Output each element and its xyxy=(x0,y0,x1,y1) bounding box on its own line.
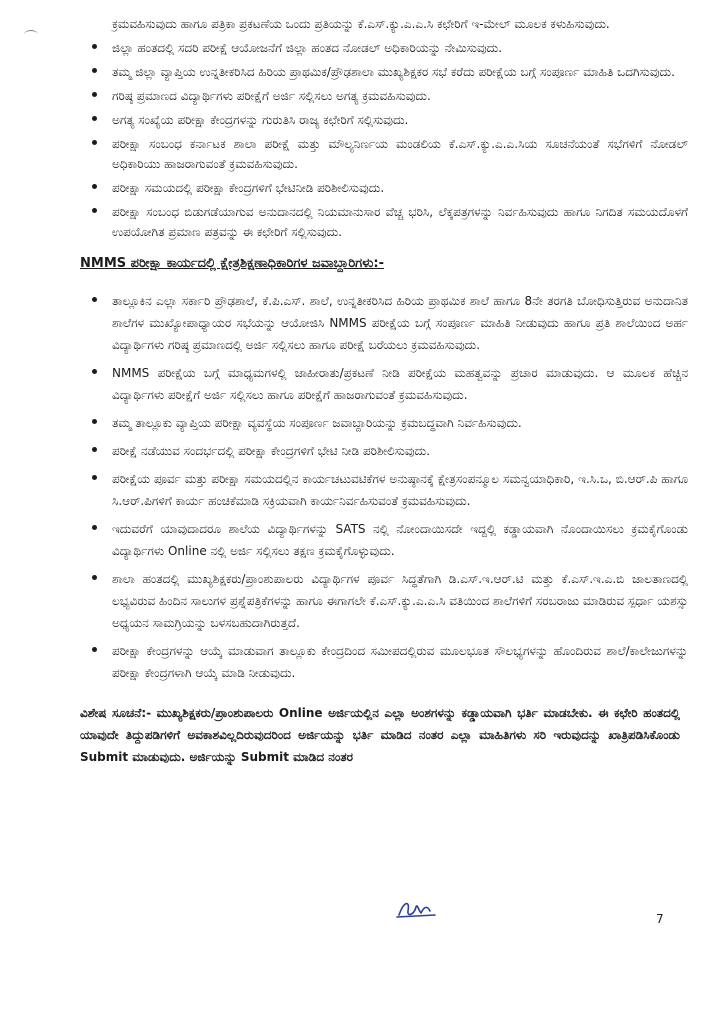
list-item xyxy=(88,412,688,434)
special-note-text: ಮುಖ್ಯಶಿಕ್ಷಕರು/ಪ್ರಾಂಶುಪಾಲರು Online ಅರ್ಜಿಯಲ್ಲಿನ ಎಲ್ಲಾ ಅಂಶಗಳನ್ನು ಕಡ್ಡಾಯವಾಗಿ ಭರ್ತಿ ಮಾಡಬೇಕು. ಈ ಕಛೇರಿ ಹಂತದಲ್ಲಿ ಯಾವುದೇ ತಿದ್ದುಪಡಿಗಳಿಗೆ ಅವಕಾಶವಿಲ್ಲದಿರುವುದರಿಂದ ಅರ್ಜಿಯನ್ನು ಭರ್ತಿ ಮಾಡಿದ ನಂತರ ಎಲ್ಲಾ ಮಾಹಿತಿಗಳು ಸರಿ ಇರುವುದನ್ನು ಖಾತ್ರಿಪಡಿಸಿಕೊಂಡು Submit ಮಾಡುವುದು. ಅರ್ಜಿಯನ್ನು Submit ಮಾಡಿದ ನಂತರ xyxy=(80,706,680,764)
page-content xyxy=(80,14,689,768)
list-item xyxy=(88,290,688,356)
list-item xyxy=(88,110,688,130)
beo-duties-list xyxy=(88,290,688,684)
list-item xyxy=(88,468,688,512)
list-item xyxy=(88,440,688,462)
list-item-text: ತಾಲ್ಲೂಕಿನ ಎಲ್ಲಾ ಸರ್ಕಾರಿ ಪ್ರೌಢಶಾಲೆ, ಕೆ.ಪಿ.ಎಸ್. ಶಾಲೆ, ಉನ್ನತೀಕರಿಸಿದ ಹಿರಿಯ ಪ್ರಾಥಮಿಕ ಶಾಲೆ ಹಾಗೂ 8ನೇ ತರಗತಿ ಬೋಧಿಸುತ್ತಿರುವ ಅನುದಾನಿತ ಶಾಲೆಗಳ ಮುಖ್ಯೋಪಾಧ್ಯಾಯರ ಸಭೆಯನ್ನು ಆಯೋಜಿಸಿ NMMS ಪರೀಕ್ಷೆಯ ಬಗ್ಗೆ ಸಂಪೂರ್ಣ ಮಾಹಿತಿ ನೀಡುವುದು ಹಾಗೂ ಪ್ರತಿ ಶಾಲೆಯಿಂದ ಅರ್ಹ ವಿದ್ಯಾರ್ಥಿಗಳು ಗರಿಷ್ಠ ಪ್ರಮಾಣದಲ್ಲಿ ಅರ್ಜಿ ಸಲ್ಲಿಸಲು ಹಾಗೂ ಪರೀಕ್ಷೆ ಬರೆಯಲು ಕ್ರಮವಹಿಸುವುದು. xyxy=(112,294,688,352)
list-item xyxy=(88,518,688,562)
list-item xyxy=(88,38,688,58)
bullet-icon xyxy=(92,92,97,97)
list-item-text: ಅಗತ್ಯ ಸಂಖ್ಯೆಯ ಪರೀಕ್ಷಾ ಕೇಂದ್ರಗಳನ್ನು ಗುರುತಿಸಿ ರಾಜ್ಯ ಕಛೇರಿಗೆ ಸಲ್ಲಿಸುವುದು. xyxy=(112,113,409,127)
continued-paragraph: ಕ್ರಮವಹಿಸುವುದು ಹಾಗೂ ಪತ್ರಿಕಾ ಪ್ರಕಟಣೆಯ ಒಂದು ಪ್ರತಿಯನ್ನು ಕೆ.ಎಸ್.ಕ್ಯು.ಎ.ಎ.ಸಿ ಕಛೇರಿಗೆ ಇ-ಮೇಲ್ ಮೂಲಕ ಕಳುಹಿಸುವುದು. xyxy=(112,17,610,31)
bullet-icon xyxy=(92,44,97,49)
bullet-icon xyxy=(92,647,97,652)
list-item-text: ತಮ್ಮ ತಾಲ್ಲೂಕು ವ್ಯಾಪ್ತಿಯ ಪರೀಕ್ಷಾ ವ್ಯವಸ್ಥೆಯ ಸಂಪೂರ್ಣ ಜವಾಬ್ದಾರಿಯನ್ನು ಕ್ರಮಬದ್ಧವಾಗಿ ನಿರ್ವಹಿಸುವುದು. xyxy=(112,416,522,430)
bullet-icon xyxy=(92,419,97,424)
list-item xyxy=(88,640,688,684)
list-item xyxy=(88,362,688,406)
list-item xyxy=(88,568,688,634)
bullet-icon xyxy=(92,475,97,480)
bullet-icon xyxy=(92,297,97,302)
list-item-text: ಪರೀಕ್ಷಾ ಸಮಯದಲ್ಲಿ ಪರೀಕ್ಷಾ ಕೇಂದ್ರಗಳಿಗೆ ಭೇಟಿನೀಡಿ ಪರಿಶೀಲಿಸುವುದು. xyxy=(112,181,385,195)
bullet-icon xyxy=(92,184,97,189)
list-item xyxy=(88,62,688,82)
bullet-icon xyxy=(92,447,97,452)
list-item-text: ತಮ್ಮ ಜಿಲ್ಲಾ ವ್ಯಾಪ್ತಿಯ ಉನ್ನತೀಕರಿಸಿದ ಹಿರಿಯ ಪ್ರಾಥಮಿಕ/ಪ್ರೌಢಶಾಲಾ ಮುಖ್ಯಶಿಕ್ಷಕರ ಸಭೆ ಕರೆದು ಪರೀಕ್ಷೆಯ ಬಗ್ಗೆ ಸಂಪೂರ್ಣ ಮಾಹಿತಿ ಒದಗಿಸುವುದು. xyxy=(112,65,675,79)
list-item-text: ಪರೀಕ್ಷಾ ಕೇಂದ್ರಗಳನ್ನು ಆಯ್ಕೆ ಮಾಡುವಾಗ ತಾಲ್ಲೂಕು ಕೇಂದ್ರದಿಂದ ಸಮೀಪದಲ್ಲಿರುವ ಮೂಲಭೂತ ಸೌಲಭ್ಯಗಳನ್ನು ಹೊಂದಿರುವ ಶಾಲೆ/ಕಾಲೇಜುಗಳನ್ನು ಪರೀಕ್ಷಾ ಕೇಂದ್ರಗಳಾಗಿ ಆಯ್ಕೆ ಮಾಡಿ ನೀಡುವುದು. xyxy=(112,644,688,680)
bullet-icon xyxy=(92,208,97,213)
list-item-text: ಪರೀಕ್ಷೆ ನಡೆಯುವ ಸಂದರ್ಭದಲ್ಲಿ ಪರೀಕ್ಷಾ ಕೇಂದ್ರಗಳಿಗೆ ಭೇಟಿ ನೀಡಿ ಪರಿಶೀಲಿಸುವುದು. xyxy=(112,444,431,458)
section-heading: NMMS ಪರೀಕ್ಷಾ ಕಾರ್ಯದಲ್ಲಿ ಕ್ಷೇತ್ರಶಿಕ್ಷಣಾಧಿಕಾರಿಗಳ ಜವಾಬ್ದಾರಿಗಳು:- xyxy=(80,256,385,271)
list-item xyxy=(88,86,688,106)
bullet-icon xyxy=(92,116,97,121)
scan-corner-mark xyxy=(24,30,38,39)
list-item-text: NMMS ಪರೀಕ್ಷೆಯ ಬಗ್ಗೆ ಮಾಧ್ಯಮಗಳಲ್ಲಿ ಜಾಹೀರಾತು/ಪ್ರಕಟಣೆ ನೀಡಿ ಪರೀಕ್ಷೆಯ ಮಹತ್ವವನ್ನು ಪ್ರಚಾರ ಮಾಡುವುದು. ಆ ಮೂಲಕ ಹೆಚ್ಚಿನ ವಿದ್ಯಾರ್ಥಿಗಳು ಪರೀಕ್ಷೆಗೆ ಅರ್ಜಿ ಸಲ್ಲಿಸಲು ಹಾಗೂ ಪರೀಕ್ಷೆಗೆ ಹಾಜರಾಗುವಂತೆ ಕ್ರಮವಹಿಸುವುದು. xyxy=(112,366,688,402)
bullet-icon xyxy=(92,525,97,530)
list-item-text: ಇದುವರೆಗೆ ಯಾವುದಾದರೂ ಶಾಲೆಯ ವಿದ್ಯಾರ್ಥಿಗಳನ್ನು SATS ನಲ್ಲಿ ನೋಂದಾಯಿಸದೇ ಇದ್ದಲ್ಲಿ ಕಡ್ಡಾಯವಾಗಿ ನೊಂದಾಯಿಸಲು ಕ್ರಮಕೈಗೊಂಡು ವಿದ್ಯಾರ್ಥಿಗಳು Online ನಲ್ಲಿ ಅರ್ಜಿ ಸಲ್ಲಿಸಲು ತಕ್ಷಣ ಕ್ರಮಕೈಗೊಳ್ಳುವುದು. xyxy=(112,522,688,558)
list-item-text: ಜಿಲ್ಲಾ ಹಂತದಲ್ಲಿ ಸದರಿ ಪರೀಕ್ಷೆ ಆಯೋಜನೆಗೆ ಜಿಲ್ಲಾ ಹಂತದ ನೋಡಲ್ ಅಧಿಕಾರಿಯನ್ನು ನೇಮಿಸುವುದು. xyxy=(112,41,503,55)
district-duties-list xyxy=(88,38,688,242)
bullet-icon xyxy=(92,140,97,145)
list-item-text: ಶಾಲಾ ಹಂತದಲ್ಲಿ ಮುಖ್ಯಶಿಕ್ಷಕರು/ಪ್ರಾಂಶುಪಾಲರು ವಿದ್ಯಾರ್ಥಿಗಳ ಪೂರ್ವ ಸಿದ್ಧತೆಗಾಗಿ ಡಿ.ಎಸ್.ಇ.ಆರ್.ಟಿ ಮತ್ತು ಕೆ.ಎಸ್.ಇ.ಎ.ಬಿ ಜಾಲತಾಣದಲ್ಲಿ ಲಭ್ಯವಿರುವ ಹಿಂದಿನ ಸಾಲುಗಳ ಪ್ರಶ್ನೆಪತ್ರಿಕೆಗಳನ್ನು ಹಾಗೂ ಈಗಾಗಲೇ ಕೆ.ಎಸ್.ಕ್ಯು.ಎ.ಎ.ಸಿ ವತಿಯಿಂದ ಶಾಲೆಗಳಿಗೆ ಸರಬರಾಜು ಮಾಡಿರುವ ಸ್ಪರ್ಧಾ ಯಶಸ್ಸು ಅಧ್ಯಯನ ಸಾಮಗ್ರಿಯನ್ನು ಬಳಸಬಹುದಾಗಿರುತ್ತದೆ. xyxy=(112,572,689,630)
list-item-text: ಪರೀಕ್ಷಾ ಸಂಬಂಧ ಕರ್ನಾಟಕ ಶಾಲಾ ಪರೀಕ್ಷೆ ಮತ್ತು ಮೌಲ್ಯನಿರ್ಣಯ ಮಂಡಲಿಯ ಕೆ.ಎಸ್.ಕ್ಯು.ಎ.ಎ.ಸಿಯ ಸೂಚನೆಯಂತೆ ಸಭೆಗಳಿಗೆ ನೋಡಲ್ ಅಧಿಕಾರಿಯು ಹಾಜರಾಗುವಂತೆ ಕ್ರಮವಹಿಸುವುದು. xyxy=(112,137,688,171)
list-item xyxy=(88,178,688,198)
list-item-text: ಪರೀಕ್ಷೆಯ ಪೂರ್ವ ಮತ್ತು ಪರೀಕ್ಷಾ ಸಮಯದಲ್ಲಿನ ಕಾರ್ಯಚಟುವಟಿಕೆಗಳ ಅನುಷ್ಠಾನಕ್ಕೆ ಕ್ಷೇತ್ರಸಂಪನ್ಮೂಲ ಸಮನ್ವಯಾಧಿಕಾರಿ, ಇ.ಸಿ.ಒ, ಬಿ.ಆರ್.ಪಿ ಹಾಗೂ ಸಿ.ಆರ್.ಪಿಗಳಿಗೆ ಕಾರ್ಯ ಹಂಚಿಕೆಮಾಡಿ ಸಕ್ರಿಯವಾಗಿ ಕಾರ್ಯನಿರ್ವಹಿಸುವಂತೆ ಕ್ರಮವಹಿಸುವುದು. xyxy=(112,472,688,508)
bullet-icon xyxy=(92,575,97,580)
list-item xyxy=(88,202,688,242)
page-number: 7 xyxy=(656,912,664,926)
list-item-text: ಗರಿಷ್ಠ ಪ್ರಮಾಣದ ವಿದ್ಯಾರ್ಥಿಗಳು ಪರೀಕ್ಷೆಗೆ ಅರ್ಜಿ ಸಲ್ಲಿಸಲು ಅಗತ್ಯ ಕ್ರಮವಹಿಸುವುದು. xyxy=(112,89,431,103)
bullet-icon xyxy=(92,369,97,374)
signature-icon xyxy=(395,896,439,922)
list-item-text: ಪರೀಕ್ಷಾ ಸಂಬಂಧ ಬಿಡುಗಡೆಯಾಗುವ ಅನುದಾನದಲ್ಲಿ ನಿಯಮಾನುಸಾರ ವೆಚ್ಚ ಭರಿಸಿ, ಲೆಕ್ಕಪತ್ರಗಳನ್ನು ನಿರ್ವಹಿಸುವುದು ಹಾಗೂ ನಿಗದಿತ ಸಮಯದೊಳಗೆ ಉಪಯೋಗಿತ ಪ್ರಮಾಣ ಪತ್ರವನ್ನು ಈ ಕಛೇರಿಗೆ ಸಲ್ಲಿಸುವುದು. xyxy=(112,205,688,239)
list-item xyxy=(88,134,688,174)
bullet-icon xyxy=(92,68,97,73)
special-note-label: ವಿಶೇಷ ಸೂಚನೆ:- xyxy=(80,706,152,720)
special-note xyxy=(80,702,680,768)
